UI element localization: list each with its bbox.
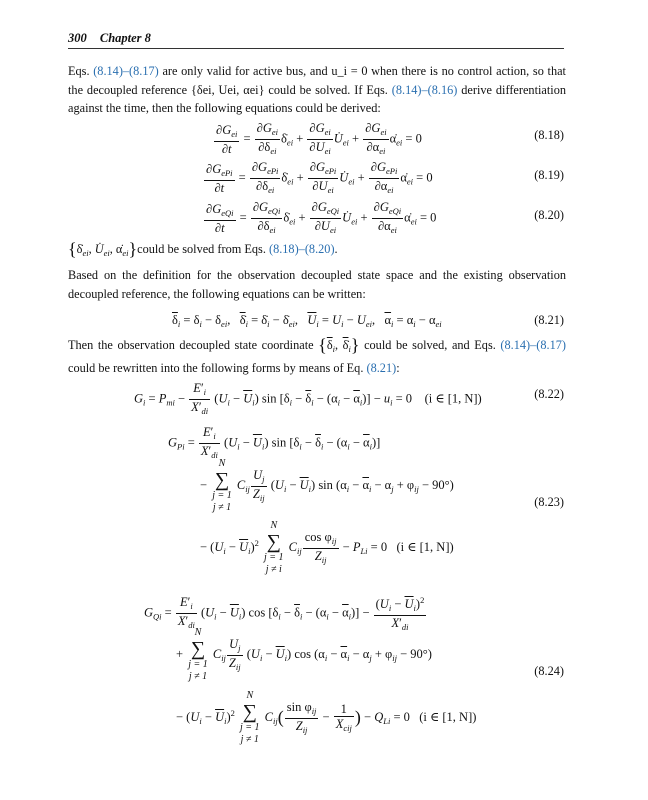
equation-8-18: $\frac{\partial G_{ei}}{\partial t}$ = $\frac{\partial G_{ei}}{\partial\delta_{ei}}$ $\deltȧ_{ei}$ + $\frac{\partial G_{ei}}{\partial U_{ei}}$ $U̇_{ei}$ + $\frac{\partial G_{ei}}{\partial\alpha_{ei}}$ $\alphȧ_{ei} = 0$: [216, 121, 422, 156]
ref-link[interactable]: (8.14)–(8.17): [93, 64, 159, 78]
equation-8-21: $\overline{\delta}_i = \delta_i - \delta_{ei}$, $\deltȧ_i$ = $\deltȧ_i$ − $\deltȧ_{ei}$, $\overline{U}_i = U_i - U_{ei}$, $\overline{\alpha}_i = \alpha_i - \alpha_{ei}$: [172, 313, 442, 329]
equation-8-20: $\frac{\partial G_{eQi}}{\partial t}$ = $\frac{\partial G_{eQi}}{\partial\delta_{ei}}$ $\deltȧ_{ei}$ + $\frac{\partial G_{eQi}}{\partial U_{ei}}$ $U̇_{ei}$ + $\frac{\partial G_{eQi}}{\partial\alpha_{ei}}$ $\alphȧ_{ei} = 0$: [206, 200, 437, 235]
paragraph-solved: {$\deltȧ_{ei}$, $U̇_{ei}$, $\alphȧ_{ei}\}could$ be solved from Eqs. (8.18)–(8.20).: [68, 239, 338, 259]
paragraph-rewrite: Then the observation decoupled state coordinate {$\overline{\delta}_i$, $\deltȧ_i$} could be solved, and Eqs. (8.14)–(8.17) could be rewritten into the following forms by means of Eq. (8.21):: [68, 335, 566, 375]
equation-number: (8.24): [534, 664, 564, 678]
equation-number: (8.20): [534, 208, 564, 222]
equation-8-22: $G_i = P_{mi}$ − $\frac{E'_i}{X'_{di}}$ $(U_i - \overline{U}_i)$ $\sin [\delta_i - \overline{\delta}_i - (\alpha_i - \overline{\alpha}_i)] - u_i = 0$ (i ∈ [1, N]): [134, 381, 482, 416]
paragraph-intro: Eqs. (8.14)–(8.17) are only valid for active bus, and u_i = 0 when there is no control action, so that the decoupled reference {δei, Uei, αei} could be solved. If Eqs. (8.14)–(8.16) derive differentiation against the time, then the following equations could be derived:: [68, 64, 566, 115]
equation-8-19: $\frac{\partial G_{ePi}}{\partial t}$ = $\frac{\partial G_{ePi}}{\partial\delta_{ei}}$ $\deltȧ_{ei}$ + $\frac{\partial G_{ePi}}{\partial U_{ei}}$ $U̇_{ei}$ + $\frac{\partial G_{ePi}}{\partial\alpha_{ei}}$ $\alphȧ_{ei} = 0$: [206, 160, 433, 195]
equation-8-24-line2: + N ∑ j = 1 j ≠ 1 $C_{ij}$ $\frac{U_j}{Z_{ij}}$ $(U_i - \overline{U}_i)$ $\cos (\alpha_i - \overline{\alpha}_i - \alpha_j + \varphi_{ij} - 90^\circ)$: [176, 627, 432, 682]
paragraph-definition: Based on the definition for the observation decoupled state space and the existing observation decoupled reference, the following equations can be written:: [68, 268, 566, 301]
ref-link[interactable]: (8.21): [366, 360, 397, 375]
equation-number: (8.21): [534, 313, 564, 327]
equation-8-23-line2: − N ∑ j = 1 j ≠ 1 $C_{ij}$ $\frac{U_j}{Z_{ij}}$ $(U_i - \overline{U}_i)$ $\sin (\alpha_i - \overline{\alpha}_i - \alpha_j + \varphi_{ij} - 90^\circ)$: [200, 458, 454, 513]
equation-8-23-line3: − $(U_i - \overline{U}_i)^2$ N ∑ j = 1 j ≠ i $C_{ij}$ $\frac{\cos \varphi_{ij}}{Z_{ij}}$ − $P_{Li} = 0$ (i ∈ [1, N]): [200, 520, 454, 575]
page-number: 300: [68, 31, 87, 45]
equation-8-23-line1: $G_{Pi}$ = $\frac{E'_i}{X'_{di}}$ $(U_i - \overline{U}_i)$ $\sin [\delta_i - \overline{\delta}_i - (\alpha_i - \overline{\alpha}_i)]$: [168, 425, 381, 460]
equation-number: (8.23): [534, 495, 564, 509]
running-header: [68, 31, 151, 46]
ref-link[interactable]: (8.14)–(8.17): [500, 338, 566, 352]
ref-link[interactable]: (8.14)–(8.16): [391, 82, 458, 97]
equation-number: (8.22): [534, 387, 564, 401]
equation-number: (8.18): [534, 128, 564, 142]
ref-link[interactable]: (8.18)–(8.20): [268, 242, 335, 256]
equation-8-24-line1: $G_{Qi}$ = $\frac{E'_i}{X'_{di}}$ $(U_i - \overline{U}_i)$ $\cos [\delta_i - \overline{\delta}_i - (\alpha_i - \overline{\alpha}_i)]$ − $\frac{(U_i - \overline{U}_i)^2}{X'_{di}}$: [144, 595, 425, 632]
equation-8-24-line3: − $(U_i - \overline{U}_i)^2$ N ∑ j = 1 j ≠ 1 $C_{ij}$( $\frac{\sin \varphi_{ij}}{Z_{ij}}$ − $\frac{1}{X_{cij}}$ ) − $Q_{Li} = 0$ (i ∈ [1, N]): [176, 690, 477, 745]
header-rule: [68, 48, 564, 49]
equation-number: (8.19): [534, 168, 564, 182]
chapter-title: Chapter 8: [99, 31, 151, 45]
